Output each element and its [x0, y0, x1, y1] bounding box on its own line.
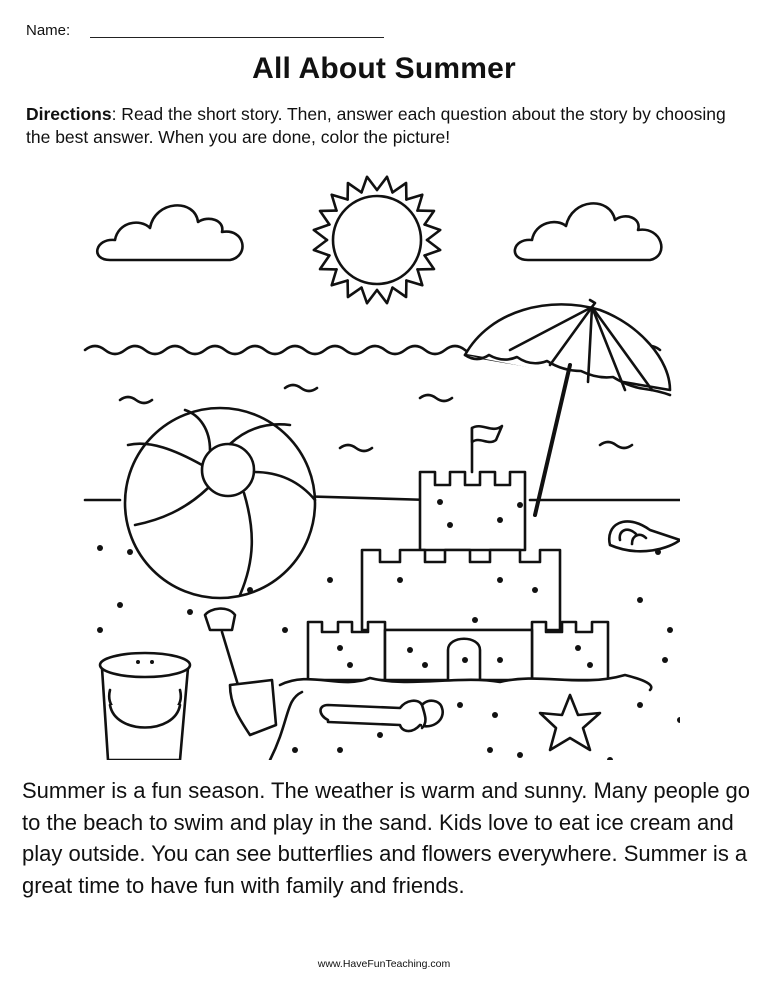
directions-label: Directions	[26, 104, 112, 124]
sun-ray	[425, 240, 441, 256]
sand-dot	[337, 645, 343, 651]
sand-dot	[575, 645, 581, 651]
rake-icon	[321, 701, 443, 731]
sand-dot	[407, 647, 413, 653]
page-title: All About Summer	[252, 52, 516, 85]
sun-ray	[362, 288, 378, 304]
sand-dot	[347, 662, 353, 668]
sand-dot	[247, 587, 253, 593]
story-text: Summer is a fun season. The weather is warm and sunny. Many people go to the beach to swim and play in the sand. Kids love to eat ice cream and play outside. You can see butterflies and flowers everywhere. Summer is a great time to have fun with family and friends.	[22, 778, 751, 898]
sand-dot	[447, 522, 453, 528]
sand-dot	[517, 752, 523, 758]
sand-dot	[462, 657, 468, 663]
sun-ray	[348, 183, 362, 200]
sun-ray	[314, 225, 330, 241]
sand-dot	[437, 499, 443, 505]
sand-dot	[187, 609, 193, 615]
sun-ray	[320, 256, 337, 270]
sand-dot	[337, 747, 343, 753]
sand-dot	[637, 702, 643, 708]
sand-dot	[637, 597, 643, 603]
sun-ray	[362, 177, 378, 193]
sun-ray	[425, 225, 441, 241]
sand-dot	[117, 602, 123, 608]
sand-dot	[327, 577, 333, 583]
sun-ray	[314, 240, 330, 256]
cloud-icon	[97, 205, 242, 260]
sand-dot	[292, 747, 298, 753]
name-label: Name:	[26, 22, 71, 39]
sand-dot	[497, 517, 503, 523]
sand-dot	[517, 502, 523, 508]
sand-dot	[677, 717, 680, 723]
sand-dot	[397, 577, 403, 583]
sand-dot	[97, 627, 103, 633]
sand-dot	[457, 702, 463, 708]
shovel-icon	[205, 609, 276, 735]
sun-ray	[393, 281, 407, 298]
sun-ray	[418, 256, 435, 270]
seashell-icon	[609, 521, 680, 551]
sand-dot	[492, 712, 498, 718]
sand-dot	[472, 617, 478, 623]
name-line	[90, 37, 384, 38]
sand-dot	[662, 657, 668, 663]
sun-ray	[393, 183, 407, 200]
sand-dot	[587, 662, 593, 668]
sun-icon	[314, 177, 440, 303]
sand-dot	[497, 577, 503, 583]
sand-dot	[497, 657, 503, 663]
cloud-icon	[515, 203, 661, 260]
sun-ray	[377, 288, 393, 304]
sand-dot	[607, 757, 613, 760]
sand-dot	[487, 747, 493, 753]
sun-ray	[418, 211, 435, 225]
footer-url: www.HaveFunTeaching.com	[317, 958, 451, 970]
sun-ray	[377, 177, 393, 193]
sand-dot	[282, 627, 288, 633]
sand-dot	[97, 545, 103, 551]
starfish-icon	[540, 695, 600, 750]
summer-illustration	[80, 160, 680, 760]
beach-ball-icon	[125, 408, 315, 598]
sand-dot	[532, 587, 538, 593]
sand-dot	[655, 549, 661, 555]
sun-ray	[320, 211, 337, 225]
sand-dot	[377, 732, 383, 738]
bucket-icon	[100, 653, 190, 760]
sand-dot	[422, 662, 428, 668]
directions-text: : Read the short story. Then, answer each question about the story by choosing the best answer. When you are done, color the picture!	[26, 104, 726, 147]
flag-icon	[472, 426, 502, 472]
sand-dot	[667, 627, 673, 633]
sand-dot	[127, 549, 133, 555]
directions	[26, 103, 746, 149]
sun-ray	[348, 281, 362, 298]
